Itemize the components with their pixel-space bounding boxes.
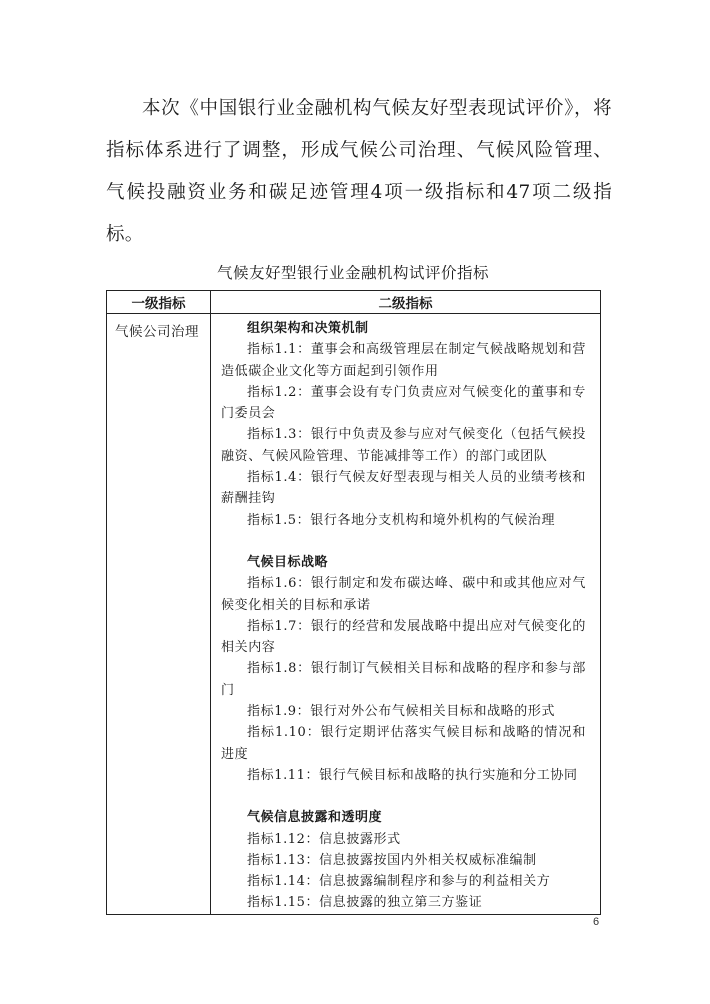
indicator-item: 指标1.9：银行对外公布气候相关目标和战略的形式 xyxy=(247,704,556,720)
indicator-item: 指标1.12：信息披露形式 xyxy=(247,831,401,847)
intro-paragraph: 本次《中国银行业金融机构气候友好型表现试评价》，将指标体系进行了调整，形成气候公司治理、气候风险管理、气候投融资业务和碳足迹管理4项一级指标和47项二级指标。 xyxy=(106,98,612,245)
indicator-group xyxy=(221,318,586,531)
indicator-item: 指标1.1：董事会和高级管理层在制定气候战略规划和营造低碳企业文化等方面起到引领作用 xyxy=(221,342,586,379)
indicator-group xyxy=(221,807,586,913)
table-header-row xyxy=(107,291,601,314)
group-title: 气候信息披露和透明度 xyxy=(247,810,383,826)
level2-indicators xyxy=(211,314,601,915)
group-title: 组织架构和决策机制 xyxy=(247,321,369,336)
indicator-item: 指标1.6：银行制定和发布碳达峰、碳中和或其他应对气候变化相关的目标和承诺 xyxy=(221,576,586,613)
indicator-table xyxy=(106,290,601,915)
indicator-item: 指标1.8：银行制订气候相关目标和战略的程序和参与部门 xyxy=(221,661,586,698)
indicator-item: 指标1.14：信息披露编制程序和参与的利益相关方 xyxy=(247,874,551,890)
indicator-item: 指标1.7：银行的经营和发展战略中提出应对气候变化的相关内容 xyxy=(221,618,586,656)
header-level2: 二级指标 xyxy=(211,291,601,314)
group-title: 气候目标战略 xyxy=(247,554,329,570)
table-row xyxy=(107,314,601,915)
indicator-item: 指标1.4：银行气候友好型表现与相关人员的业绩考核和薪酬挂钩 xyxy=(221,470,586,507)
indicator-item: 指标1.13：信息披露按国内外相关权威标准编制 xyxy=(247,852,537,868)
indicator-group xyxy=(221,552,586,786)
indicator-item: 指标1.3：银行中负责及参与应对气候变化（包括气候投融资、气候风险管理、节能减排等工作）的部门或团队 xyxy=(221,427,586,464)
indicator-item: 指标1.5：银行各地分支机构和境外机构的气候治理 xyxy=(247,512,556,528)
indicator-item: 指标1.15：信息披露的独立第三方鉴证 xyxy=(247,895,483,911)
table-caption: 气候友好型银行业金融机构试评价指标 xyxy=(216,264,489,282)
header-level1: 一级指标 xyxy=(107,291,211,314)
indicator-item: 指标1.11：银行气候目标和战略的执行实施和分工协同 xyxy=(247,767,578,783)
page-number: 6 xyxy=(593,916,600,928)
level1-indicator: 气候公司治理 xyxy=(107,314,211,915)
indicator-item: 指标1.10：银行定期评估落实气候目标和战略的情况和进度 xyxy=(221,725,586,762)
indicator-item: 指标1.2：董事会设有专门负责应对气候变化的董事和专门委员会 xyxy=(221,384,586,422)
